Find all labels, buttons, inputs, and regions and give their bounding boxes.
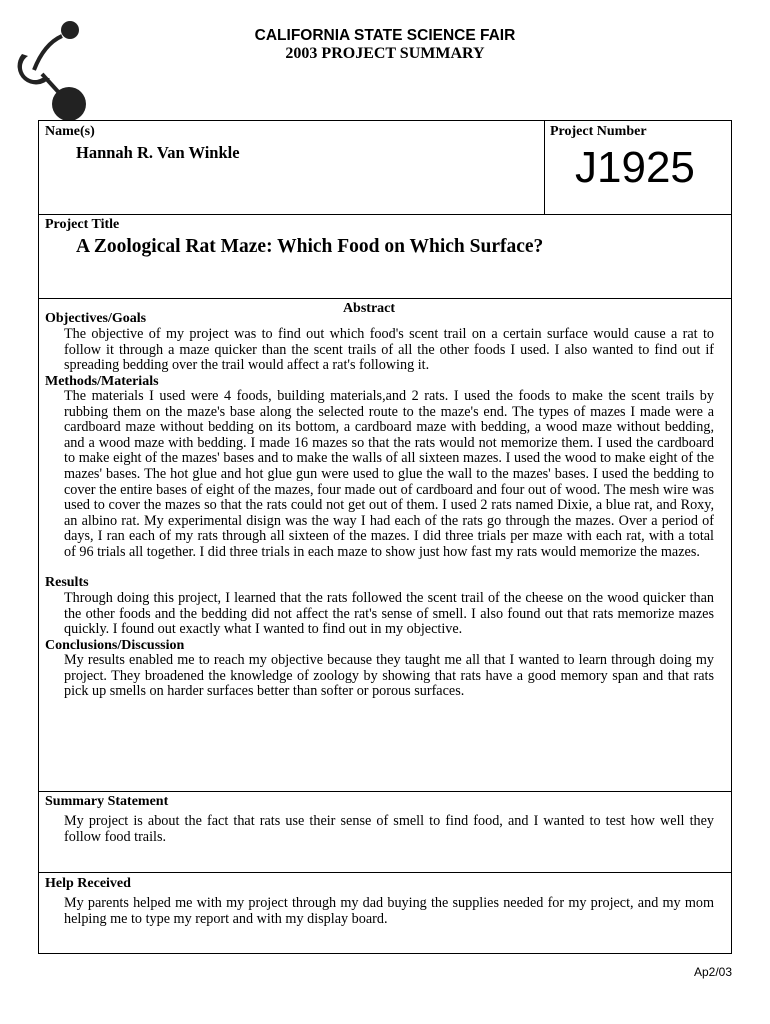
divider-title: [39, 214, 731, 215]
divider-abstract: [39, 298, 731, 299]
project-number-value: J1925: [575, 143, 695, 192]
methods-heading: Methods/Materials: [45, 374, 159, 389]
conclusions-text: My results enabled me to reach my objective because they taught me all that I wanted to learn through doing my project. They broadened the knowledge of zoology by showing that rats have a good memory span and that rats pick up smells on harder surfaces better than softer or porous surfaces.: [64, 652, 714, 700]
project-title-value: A Zoological Rat Maze: Which Food on Which Surface?: [76, 236, 544, 257]
summary-title: 2003 PROJECT SUMMARY: [285, 45, 485, 62]
project-title-label: Project Title: [45, 217, 120, 232]
help-text: My parents helped me with my project through my dad buying the supplies needed for my project, and my mom helping me to type my report and with my display board.: [64, 895, 714, 927]
summary-text: My project is about the fact that rats use their sense of smell to find food, and I wanted to test how well they follow food trails.: [64, 813, 714, 845]
divider-help: [39, 872, 731, 873]
summary-label: Summary Statement: [45, 794, 169, 809]
names-label: Name(s): [45, 124, 95, 139]
names-number-divider: [544, 121, 545, 214]
project-number-label: Project Number: [550, 124, 647, 139]
objectives-text: The objective of my project was to find out which food's scent trail on a certain surface would cause a rat to follow it through a maze quicker than the scent trails of all the other foods I used. I also wanted to find out if spreading bedding over the trail would affect a rat's following it.: [64, 326, 714, 374]
names-value: Hannah R. Van Winkle: [76, 143, 240, 162]
results-heading: Results: [45, 575, 89, 590]
fair-title: CALIFORNIA STATE SCIENCE FAIR: [254, 27, 516, 44]
methods-text: The materials I used were 4 foods, building materials,and 2 rats. I used the foods to make the scent trails by rubbing them on the maze's base along the selected route to the maze's end. The types of mazes I made were a cardboard maze without bedding on its bottom, a cardboard maze with bedding, a wood maze without bedding, and a wood maze with bedding. I made 16 mazes so that the rats would not memorize them. I used the cardboard to make eight of the mazes' bases and to make the walls of all sixteen mazes. I used the wood to make eight of the mazes' bases. The hot glue and hot glue gun were used to glue the wall to the mazes' bases. I used the bedding to cover the entire bases of eight of the mazes, four made out of cardboard and four out of wood. The mesh wire was used to cover the mazes so that the rats could not get out of them. I used 2 rats named Dixie, a blue rat, and Roxy, an albino rat. My experimental disign was the way I had each of the rats go through the mazes. Over a period of days, I ran each of my rats through all sixteen of the mazes. I did three trials per maze with each rat, with a total of 96 trials all together. I did three trials in each maze to show just how fast my rats would memorize the mazes.: [64, 388, 714, 560]
project-summary-form: [38, 120, 732, 954]
form-code: Ap2/03: [694, 965, 733, 979]
help-label: Help Received: [45, 876, 131, 891]
results-text: Through doing this project, I learned that the rats followed the scent trail of the cheese on the wood quicker than the other foods and the bedding did not affect the rat's sense of smell. I also found out that rats memorize mazes quickly. I found out exactly what I wanted to find out in my objective.: [64, 590, 714, 638]
conclusions-heading: Conclusions/Discussion: [45, 638, 185, 653]
abstract-label: Abstract: [342, 301, 396, 316]
divider-summary: [39, 791, 731, 792]
objectives-heading: Objectives/Goals: [45, 311, 147, 326]
